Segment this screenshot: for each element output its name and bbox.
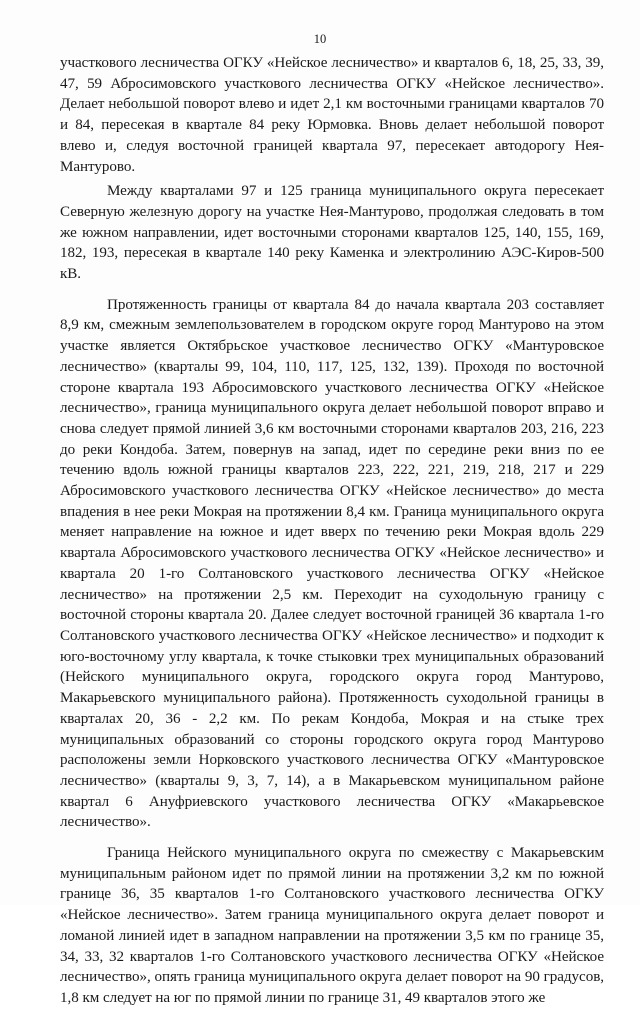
document-body [60,53,604,1013]
page-number: 10 [313,32,327,46]
paragraph-1: участкового лесничества ОГКУ «Нейское лесничество» и кварталов 6, 18, 25, 33, 39, 47, 59 Абросимовского участкового лесничества ОГКУ «Нейское лесничество». Делает небольшой поворот влево и идет 2,1 км восточными границами кварталов 70 и 84, пересекая в квартале 84 реку Юрмовка. Вновь делает небольшой поворот влево и, следуя восточной границей квартала 97, пересекает автодорогу Нея-Мантурово. [60,55,604,175]
paragraph-4: Граница Нейского муниципального округа по смежеству с Макарьевским муниципальным районом идет по прямой линии на протяжении 3,2 км по южной границе 36, 35 кварталов 1-го Солтановского участкового лесничества ОГКУ «Нейское лесничество». Затем граница муниципального округа делает поворот и ломаной линией идет в западном направлении на протяжении 3,5 км по границе 35, 34, 33, 32 кварталов 1-го Солтановского участкового лесничества ОГКУ «Нейское лесничество», опять граница муниципального округа делает поворот на 90 градусов, 1,8 км следует на юг по прямой линии по границе 31, 49 кварталов этого же [60,845,604,1006]
paragraph-2: Между кварталами 97 и 125 граница муниципального округа пересекает Северную железную дорогу на участке Нея-Мантурово, продолжая следовать в том же южном направлении, идет восточными сторонами кварталов 125, 140, 155, 169, 182, 193, пересекая в квартале 140 реку Каменка и электролинию АЭС-Киров-500 кВ. [60,183,604,283]
paragraph-3: Протяженность границы от квартала 84 до начала квартала 203 составляет 8,9 км, смежным землепользователем в городском округе город Мантурово на этом участке является Октябрьское участковое лесничество ОГКУ «Мантуровское лесничество» (кварталы 99, 104, 110, 117, 125, 132, 139). Проходя по восточной стороне квартала 193 Абросимовского участкового лесничества ОГКУ «Нейское лесничество», граница муниципального округа делает небольшой поворот вправо и снова следует прямой линией 3,6 км восточными сторонами кварталов 203, 216, 223 до реки Кондоба. Затем, повернув на запад, идет по середине реки вниз по ее течению вдоль южной границы кварталов 223, 222, 221, 219, 218, 217 и 229 Абросимовского участкового лесничества ОГКУ «Нейское лесничество» до места впадения в нее реки Мокрая на протяжении 8,4 км. Граница муниципального округа меняет направление на южное и идет вверх по течению реки Мокрая вдоль 229 квартала Абросимовского участкового лесничества ОГКУ «Нейское лесничество» и квартала 20 1-го Солтановского участкового лесничества ОГКУ «Нейское лесничество» на протяжении 2,5 км. Переходит на суходольную границу с восточной стороны квартала 20. Далее следует восточной границей 36 квартала 1-го Солтановского участкового лесничества ОГКУ «Нейское лесничество» и подходит к юго-восточному углу квартала, к точке стыковки трех муниципальных образований (Нейского муниципального округа, городского округа город Мантурово, Макарьевского муниципального района). Протяженность суходольной границы в кварталах 20, 36 - 2,2 км. По рекам Кондоба, Мокрая и на стыке трех муниципальных образований со стороны городского округа город Мантурово расположены земли Норковского участкового лесничества ОГКУ «Мантуровское лесничество» (кварталы 9, 3, 7, 14), а в Макарьевском муниципальном районе квартал 6 Ануфриевского участкового лесничества ОГКУ «Макарьевское лесничество». [60,296,604,831]
